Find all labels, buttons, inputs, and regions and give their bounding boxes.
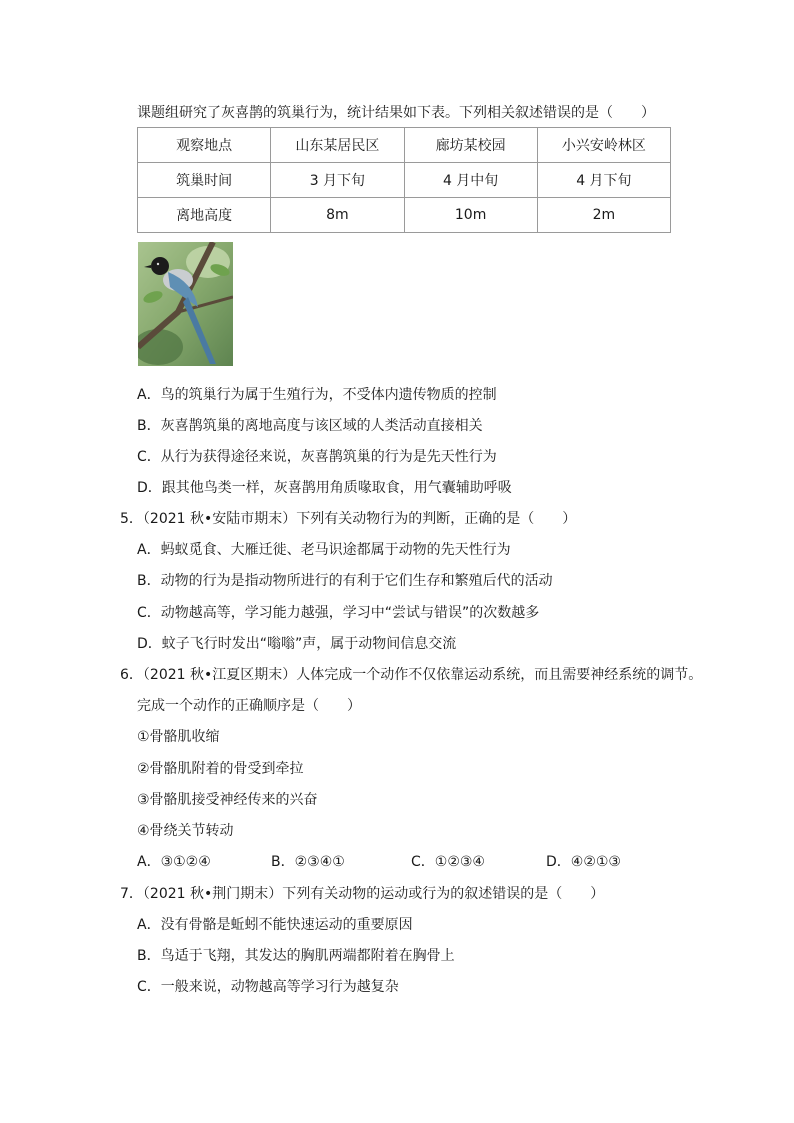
question-6-item-1: ①骨骼肌收缩	[137, 729, 220, 745]
table-cell: 4 月中旬	[404, 163, 537, 198]
question-6-stem-line-2: 完成一个动作的正确顺序是（ ）	[137, 698, 361, 714]
question-6-option-b[interactable]: B．②③④①	[271, 854, 345, 870]
table-cell: 4 月下旬	[537, 163, 670, 198]
question-4-option-b[interactable]: B．灰喜鹊筑巢的离地高度与该区域的人类活动直接相关	[137, 418, 483, 434]
question-5-option-d[interactable]: D．蚊子飞行时发出“嗡嗡”声，属于动物间信息交流	[137, 636, 457, 652]
question-7-stem: 7．（2021 秋•荆门期末）下列有关动物的运动或行为的叙述错误的是（ ）	[120, 886, 605, 902]
question-7-option-a[interactable]: A．没有骨骼是蚯蚓不能快速运动的重要原因	[137, 917, 413, 933]
question-6-item-4: ④骨绕关节转动	[137, 823, 234, 839]
table-row	[138, 128, 671, 163]
question-4-option-c[interactable]: C．从行为获得途径来说，灰喜鹊筑巢的行为是先天性行为	[137, 449, 497, 465]
question-6-option-d[interactable]: D．④②①③	[546, 854, 621, 870]
table-cell: 10m	[404, 198, 537, 233]
question-6-item-2: ②骨骼肌附着的骨受到牵拉	[137, 761, 304, 777]
question-4-option-d[interactable]: D．跟其他鸟类一样，灰喜鹊用角质喙取食，用气囊辅助呼吸	[137, 480, 512, 496]
question-4-stem: 课题组研究了灰喜鹊的筑巢行为，统计结果如下表。下列相关叙述错误的是（ ）	[137, 105, 655, 121]
table-cell: 山东某居民区	[271, 128, 404, 163]
magpie-photo	[138, 242, 233, 366]
table-cell: 筑巢时间	[138, 163, 271, 198]
table-row	[138, 198, 671, 233]
question-6-option-a[interactable]: A．③①②④	[137, 854, 211, 870]
question-5-stem: 5．（2021 秋•安陆市期末）下列有关动物行为的判断，正确的是（ ）	[120, 511, 577, 527]
question-6-stem-line-1: 6．（2021 秋•江夏区期末）人体完成一个动作不仅依靠运动系统，而且需要神经系统的调节。	[120, 667, 703, 683]
table-cell: 3 月下旬	[271, 163, 404, 198]
table-cell: 8m	[271, 198, 404, 233]
observation-table	[137, 127, 671, 233]
question-7-option-b[interactable]: B．鸟适于飞翔，其发达的胸肌两端都附着在胸骨上	[137, 948, 455, 964]
table-row	[138, 163, 671, 198]
question-5-option-c[interactable]: C．动物越高等，学习能力越强，学习中“尝试与错误”的次数越多	[137, 605, 540, 621]
table-cell: 观察地点	[138, 128, 271, 163]
question-6-item-3: ③骨骼肌接受神经传来的兴奋	[137, 792, 318, 808]
question-7-option-c[interactable]: C．一般来说，动物越高等学习行为越复杂	[137, 979, 399, 995]
question-4-option-a[interactable]: A．鸟的筑巢行为属于生殖行为，不受体内遗传物质的控制	[137, 387, 497, 403]
question-6-option-c[interactable]: C．①②③④	[411, 854, 485, 870]
question-5-option-a[interactable]: A．蚂蚁觅食、大雁迁徙、老马识途都属于动物的先天性行为	[137, 542, 511, 558]
question-5-option-b[interactable]: B．动物的行为是指动物所进行的有利于它们生存和繁殖后代的活动	[137, 573, 553, 589]
table-cell: 小兴安岭林区	[537, 128, 670, 163]
table-cell: 廊坊某校园	[404, 128, 537, 163]
table-cell: 2m	[537, 198, 670, 233]
table-cell: 离地高度	[138, 198, 271, 233]
